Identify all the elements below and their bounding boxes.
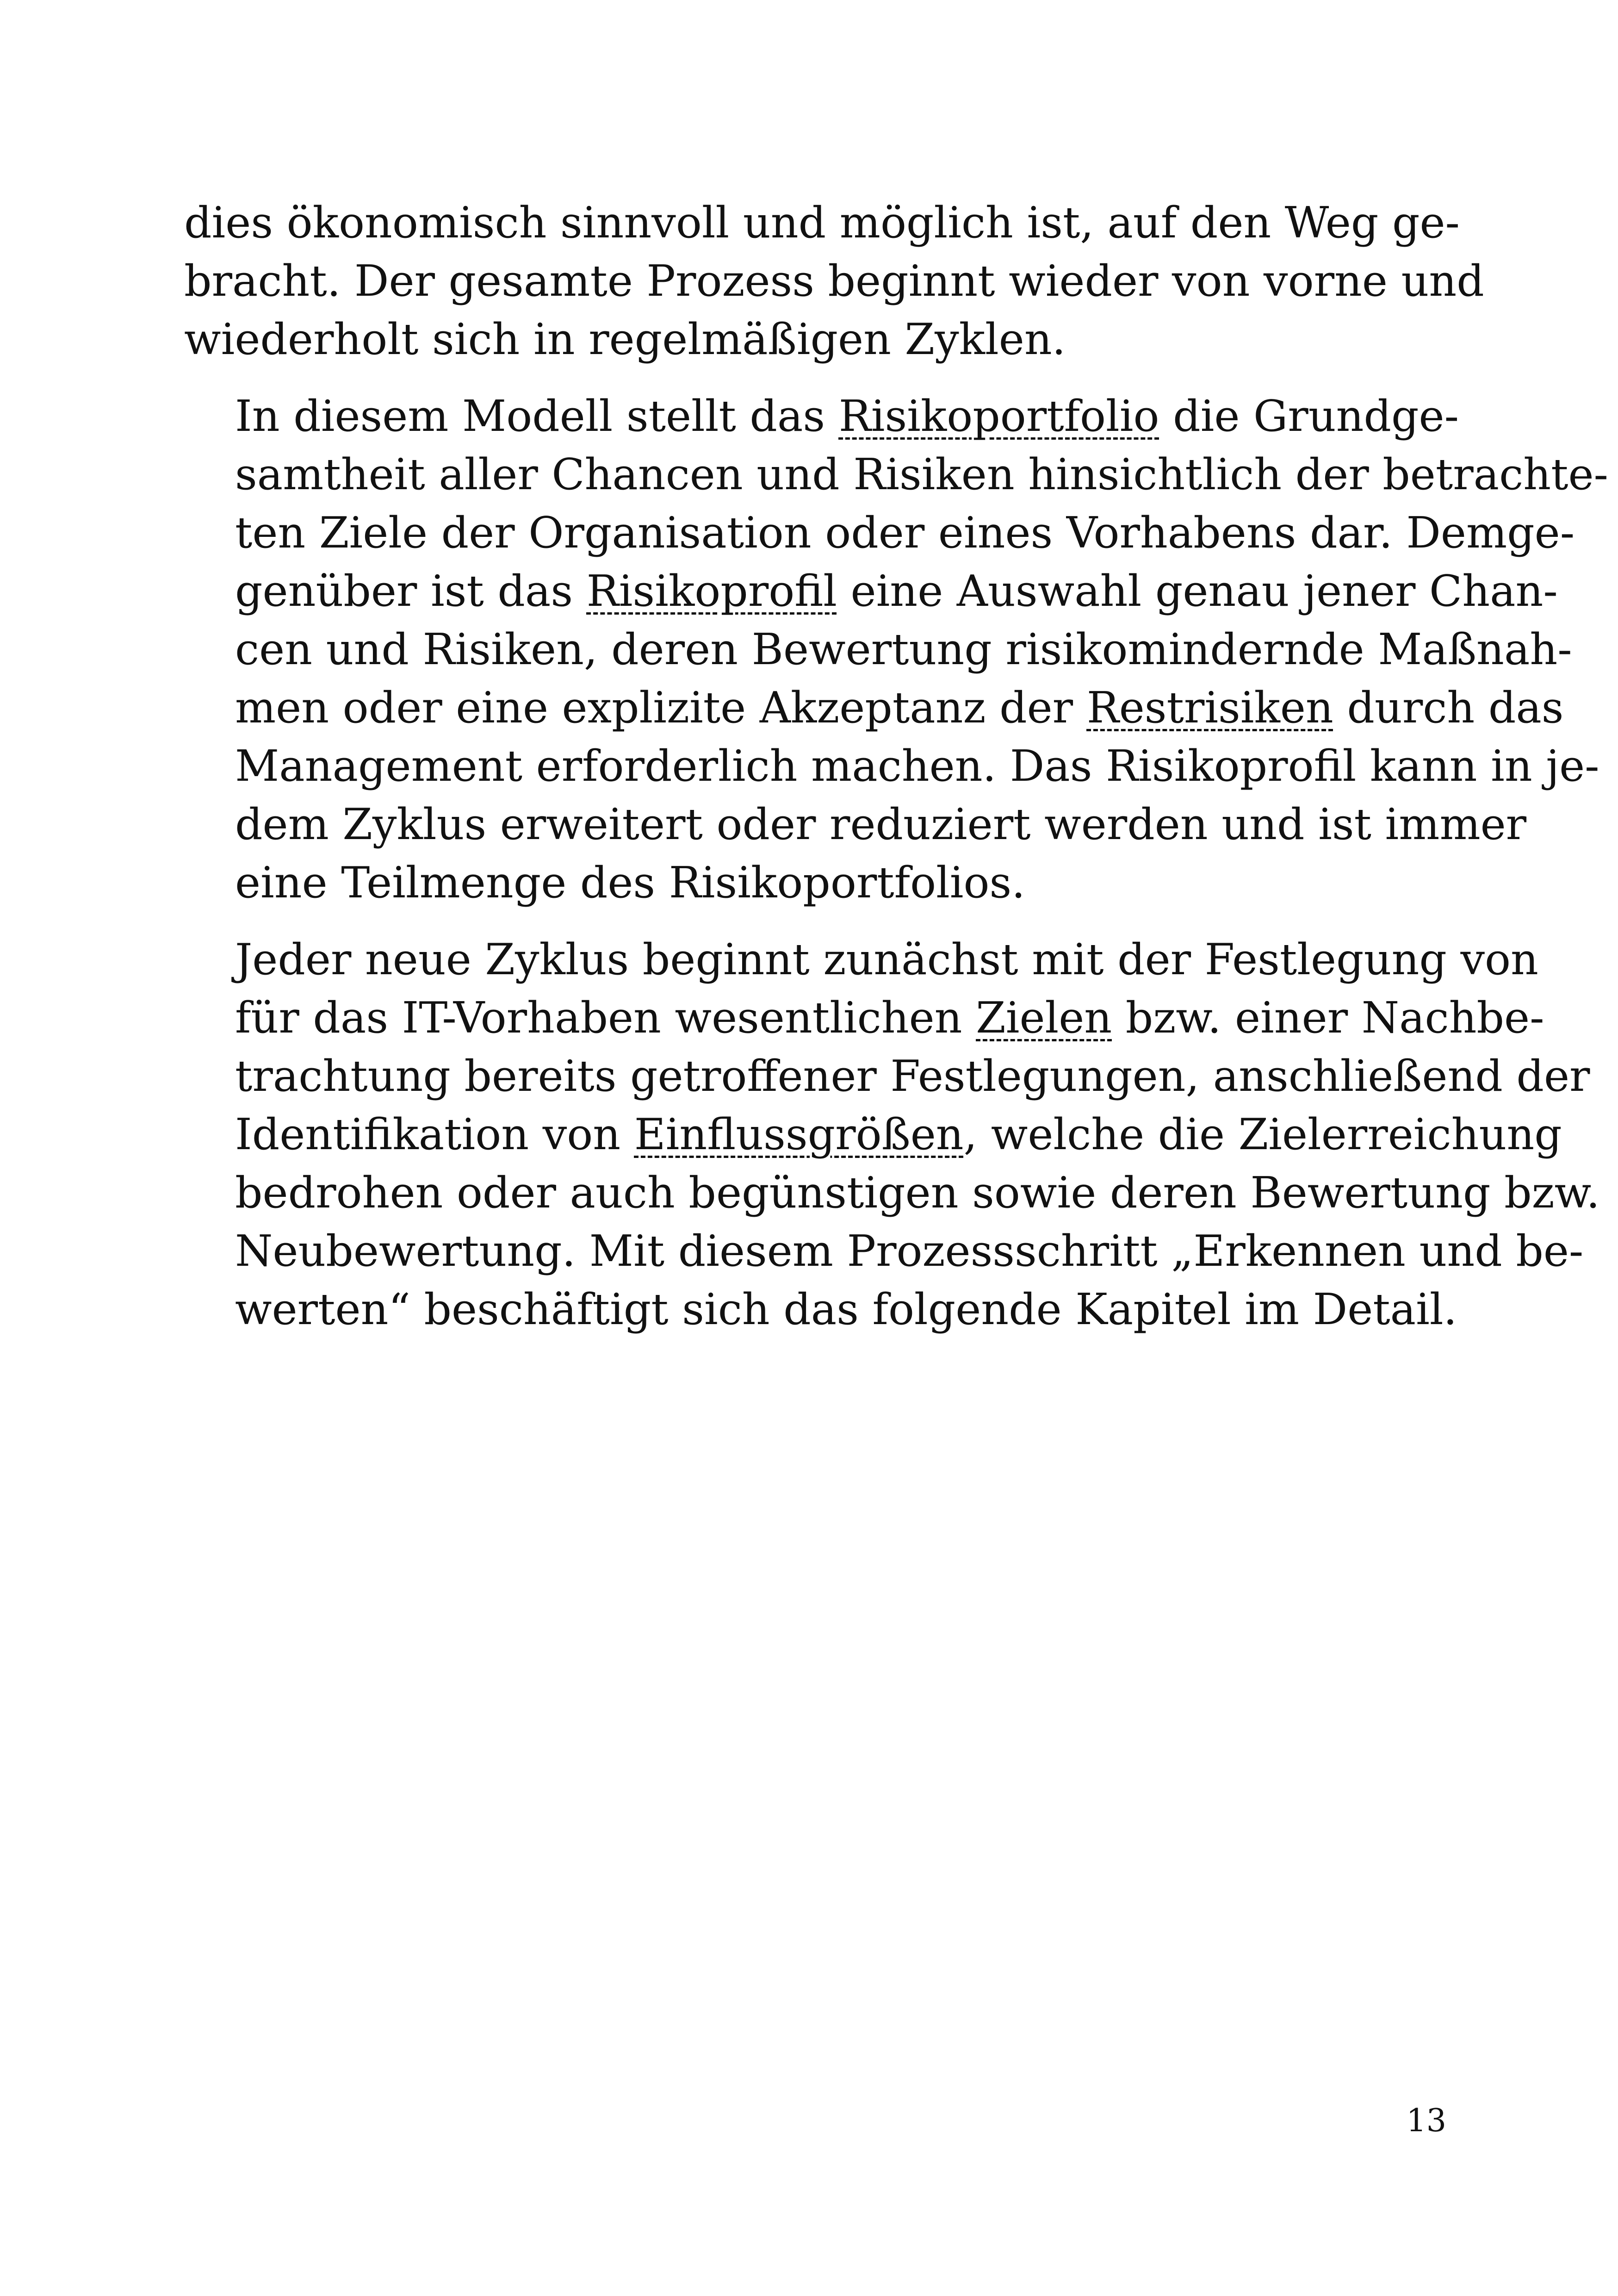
text-segment: bracht. Der gesamte Prozess beginnt wieder von vorne und [184,256,1484,306]
text-line [184,1222,1584,1280]
text-line [184,310,1446,368]
paragraph [184,193,1484,368]
text-line [184,930,1538,989]
text-segment: bedrohen oder auch begünstigen sowie deren Bewertung bzw. [235,1168,1600,1218]
text-segment: men oder eine explizite Akzeptanz der [235,683,1087,733]
glossary-term: Risikoprofil [586,566,837,616]
text-line [184,678,1564,737]
text-line [184,562,1558,620]
text-segment: Management erforderlich machen. Das Risikoprofil kann in je- [235,741,1599,791]
text-line [184,737,1599,795]
glossary-term: Risikoportfolio [838,391,1159,441]
text-segment: trachtung bereits getroffener Festlegungen, anschließend der [235,1051,1590,1101]
text-line [184,193,1460,252]
text-line [184,795,1527,853]
text-segment: für das IT-Vorhaben wesentlichen [235,993,976,1043]
text-segment: ten Ziele der Organisation oder eines Vorhabens dar. Demge- [235,508,1575,558]
text-line [184,1105,1562,1164]
text-line [184,989,1544,1047]
glossary-term: Zielen [976,993,1112,1043]
text-segment: eine Teilmenge des Risikoportfolios. [235,858,1025,908]
glossary-term: Einflussgrößen [634,1109,964,1159]
text-segment: die Grundge- [1159,391,1459,441]
paragraph [184,387,1608,912]
text-segment: Neubewertung. Mit diesem Prozessschritt „Erkennen und be- [235,1226,1584,1276]
text-segment: samtheit aller Chancen und Risiken hinsichtlich der betrachte- [235,449,1608,499]
text-line [184,504,1575,562]
text-segment: dies ökonomisch sinnvoll und möglich ist, auf den Weg ge- [184,198,1460,248]
body-text [184,193,1608,1357]
text-line [184,1164,1600,1222]
text-line [184,387,1459,445]
text-line [184,252,1484,310]
text-segment: cen und Risiken, deren Bewertung risikomindernde Maßnah- [235,624,1572,674]
text-segment: werten“ beschäftigt sich das folgende Kapitel im Detail. [235,1284,1457,1334]
text-segment: Identifikation von [235,1109,634,1159]
page-number: 13 [1406,2103,1446,2139]
text-segment: durch das [1333,683,1564,733]
text-segment: wiederholt sich in regelmäßigen Zyklen. [184,314,1066,364]
text-line [184,853,1446,912]
glossary-term: Restrisiken [1086,683,1333,733]
text-segment: genüber ist das [235,566,587,616]
text-segment: bzw. einer Nachbe- [1112,993,1544,1043]
text-segment: eine Auswahl genau jener Chan- [837,566,1558,616]
text-line [184,445,1608,504]
text-segment: Jeder neue Zyklus beginnt zunächst mit der Festlegung von [235,934,1538,984]
text-segment: dem Zyklus erweitert oder reduziert werden und ist immer [235,799,1527,849]
text-line [184,1280,1457,1338]
text-segment: In diesem Modell stellt das [235,391,839,441]
paragraph [184,930,1600,1338]
text-segment: , welche die Zielerreichung [963,1109,1562,1159]
text-line [184,620,1572,678]
text-line [184,1047,1590,1105]
